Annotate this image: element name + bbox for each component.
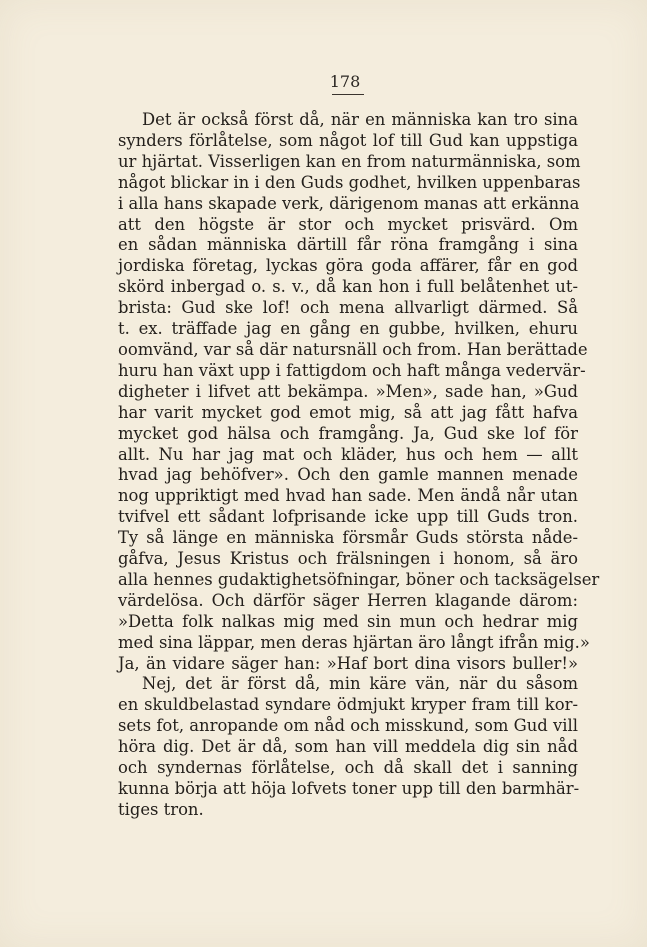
text-line: att den högste är stor och mycket prisvärd. Om [118, 214, 578, 234]
text-line: kunna börja att höja lofvets toner upp till den barmhär- [118, 779, 580, 798]
text-line: hvad jag behöfver». Och den gamle mannen menade [118, 465, 578, 485]
page-number-rule [332, 94, 364, 95]
text-line: sets fot, anropande om nåd och misskund, som Gud vill [118, 716, 578, 736]
text-line: huru han växt upp i fattigdom och haft många vedervär- [118, 360, 586, 380]
text-line: Det är också först då, när en människa kan tro sina [142, 110, 578, 129]
text-line: t. ex. träffade jag en gång en gubbe, hvilken, ehuru [118, 319, 578, 339]
text-line: brista: Gud ske lof! och mena allvarligt därmed. Så [118, 298, 578, 318]
text-line: Nej, det är först då, min käre vän, när du såsom [142, 674, 578, 694]
text-line: tiges tron. [118, 799, 204, 819]
text-line: skörd inbergad o. s. v., då kan hon i full belåtenhet ut- [118, 277, 578, 297]
text-line: tvifvel ett sådant lofprisande icke upp till Guds tron. [118, 507, 578, 527]
text-line: alla hennes gudaktighetsöfningar, böner och tacksägelser [118, 569, 600, 589]
text-line: har varit mycket god emot mig, så att jag fått hafva [118, 402, 578, 422]
text-line: »Detta folk nalkas mig med sin mun och hedrar mig [118, 611, 578, 631]
text-line: allt. Nu har jag mat och kläder, hus och hem — allt [118, 444, 578, 464]
text-line: och syndernas förlåtelse, och då skall det i sanning [118, 758, 578, 778]
text-line: höra dig. Det är då, som han vill meddela dig sin nåd [118, 737, 578, 757]
text-line: Ty så länge en människa försmår Guds största nåde- [118, 528, 578, 548]
text-line: i alla hans skapade verk, därigenom manas att erkänna [118, 193, 580, 213]
text-line: nog uppriktigt med hvad han sade. Men ändå når utan [118, 486, 578, 506]
text-line: med sina läppar, men deras hjärtan äro långt ifrån mig.» [118, 632, 590, 652]
page-number: 178 [329, 72, 361, 91]
text-line: värdelösa. Och därför säger Herren klagande därom: [118, 590, 578, 610]
text-line: ur hjärtat. Visserligen kan en from naturmänniska, som [118, 151, 581, 171]
text-line: Ja, än vidare säger han: »Haf bort dina visors buller!» [118, 653, 578, 673]
body-text [118, 110, 600, 821]
text-line: en sådan människa därtill får röna framgång i sina [118, 235, 578, 255]
text-line: gåfva, Jesus Kristus och frälsningen i honom, så äro [118, 549, 578, 569]
text-line: oomvänd, var så där natursnäll och from. Han berättade [118, 339, 588, 359]
text-line: en skuldbelastad syndare ödmjukt kryper fram till kor- [118, 695, 578, 715]
text-line: jordiska företag, lyckas göra goda affärer, får en god [118, 256, 578, 276]
text-line: något blickar in i den Guds godhet, hvilken uppenbaras [118, 172, 581, 192]
text-line: synders förlåtelse, som något lof till Gud kan uppstiga [118, 130, 578, 150]
text-line: digheter i lifvet att bekämpa. »Men», sade han, »Gud [118, 381, 578, 401]
text-line: mycket god hälsa och framgång. Ja, Gud ske lof för [118, 423, 578, 443]
